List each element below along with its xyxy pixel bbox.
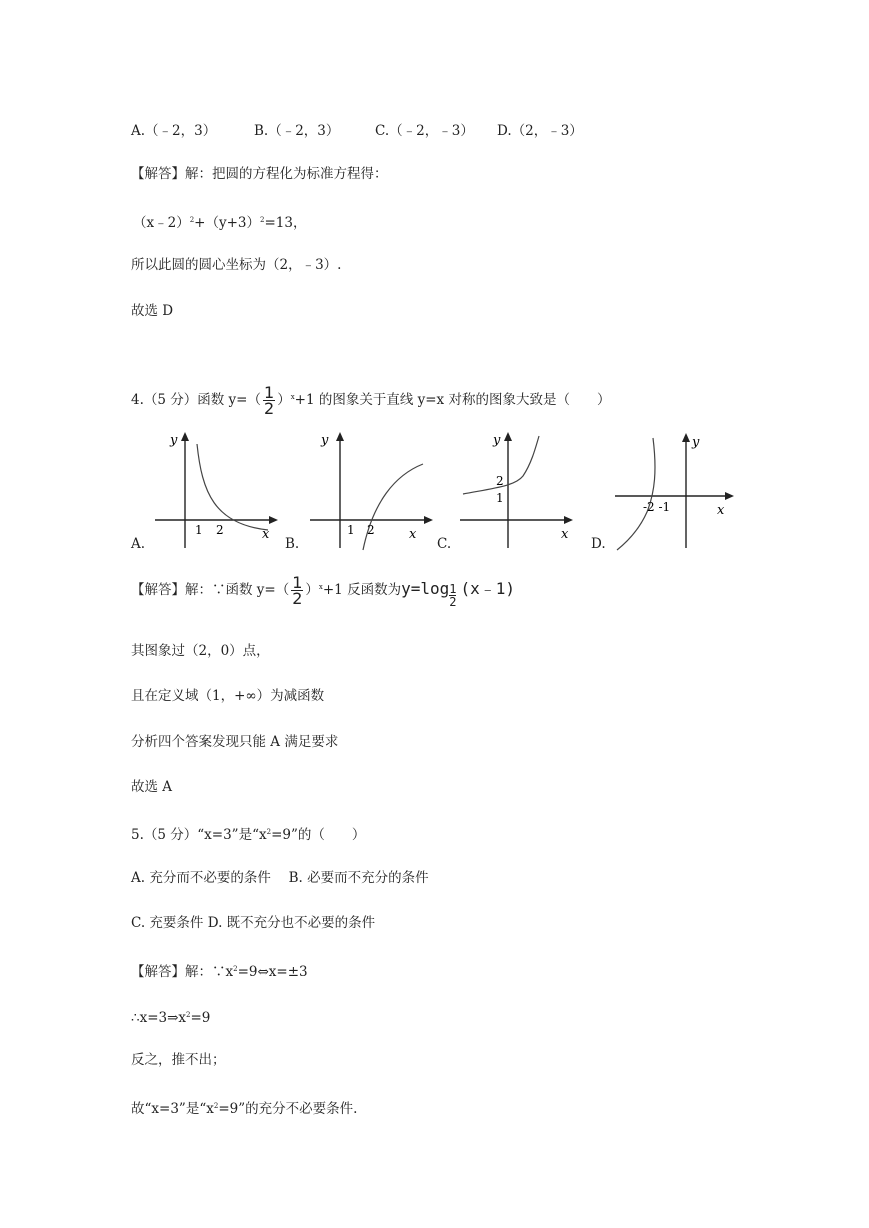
q4-answer: 【解答】解：∵函数 y=（ $\frac{1}{2}$ ）$^x$+1 反函数为y=log $\frac{1}{2}$ (x﹣1) (131, 573, 516, 609)
graph-a-tick-1: 1 (195, 523, 203, 537)
q3-select: 故选 D (131, 303, 174, 319)
q5-options-cd: C. 充要条件 D. 既不充分也不必要的条件 (131, 915, 376, 931)
graph-b-y-label: y (321, 433, 329, 448)
graph-d-y-label: y (692, 435, 700, 450)
q3-center: 所以此圆的圆心坐标为（2，﹣3）. (131, 257, 342, 273)
graph-c-tick-2: 2 (496, 474, 504, 488)
graph-d (605, 430, 740, 552)
graph-c-letter: C. (437, 536, 452, 552)
graph-b-x-label: x (409, 527, 417, 542)
q5-answer-3: 反之，推不出； (131, 1052, 226, 1068)
q5-stem: 5.（5 分）“x=3”是“$x^2=9$”的（ ） (131, 827, 366, 843)
graph-c-y-label: y (493, 433, 501, 448)
graph-a-x-label: x (262, 527, 270, 542)
q4-stem: 4.（5 分）函数 y=（ $\frac{1}{2}$ ）$^x$+1 的图象关于直线 y=x 对称的图象大致是（ ） (131, 383, 611, 418)
graph-a-tick-2: 2 (216, 523, 224, 537)
graph-a (150, 430, 280, 552)
q4-fraction: $\frac{1}{2}$ (264, 383, 275, 418)
q5-options-ab: A. 充分而不必要的条件 B. 必要而不充分的条件 (131, 870, 429, 886)
graph-c-tick-1: 1 (496, 491, 504, 505)
graph-c-x-label: x (561, 527, 569, 542)
graph-d-letter: D. (591, 536, 606, 552)
q5-answer-1: 【解答】解：$\because x^2=9\Leftrightarrow x=\pm 3$ (131, 964, 308, 980)
q4-select: 故选 A (131, 779, 173, 795)
q4-line-3: 分析四个答案发现只能 A 满足要求 (131, 734, 339, 750)
graph-d-ticks: -2 -1 (643, 500, 671, 514)
q5-answer-2: $\therefore x=3\Rightarrow x^2=9$ (131, 1010, 211, 1026)
q3-equation: $(x﹣2)^2+(y+3)^2=13$， (133, 215, 307, 231)
graph-a-letter: A. (131, 536, 146, 552)
q3-option-a: A.（﹣2，3） (131, 123, 217, 139)
q3-option-d: D.（2，﹣3） (497, 123, 583, 139)
graph-d-x-label: x (717, 503, 725, 518)
q3-option-b: B.（﹣2，3） (254, 123, 340, 139)
graph-b (305, 430, 435, 552)
q4-line-2: 且在定义域（1，+∞）为减函数 (131, 688, 325, 704)
q3-answer-intro: 【解答】解：把圆的方程化为标准方程得： (131, 166, 388, 182)
q4-answer-fraction: $\frac{1}{2}$ (292, 573, 303, 608)
q4-line-1: 其图象过（2，0）点， (131, 643, 270, 659)
q5-answer-4: 故“x=3”是“$x^2=9$”的充分不必要条件. (131, 1101, 358, 1117)
graph-b-tick-1: 1 (347, 523, 355, 537)
graph-b-tick-2: 2 (367, 523, 375, 537)
graph-b-letter: B. (285, 536, 300, 552)
graph-c (455, 430, 585, 552)
inverse-function-expression: y=log $\frac{1}{2}$ (x﹣1) (401, 579, 516, 609)
q3-option-c: C.（﹣2，﹣3） (375, 123, 474, 139)
graph-a-y-label: y (170, 433, 178, 448)
